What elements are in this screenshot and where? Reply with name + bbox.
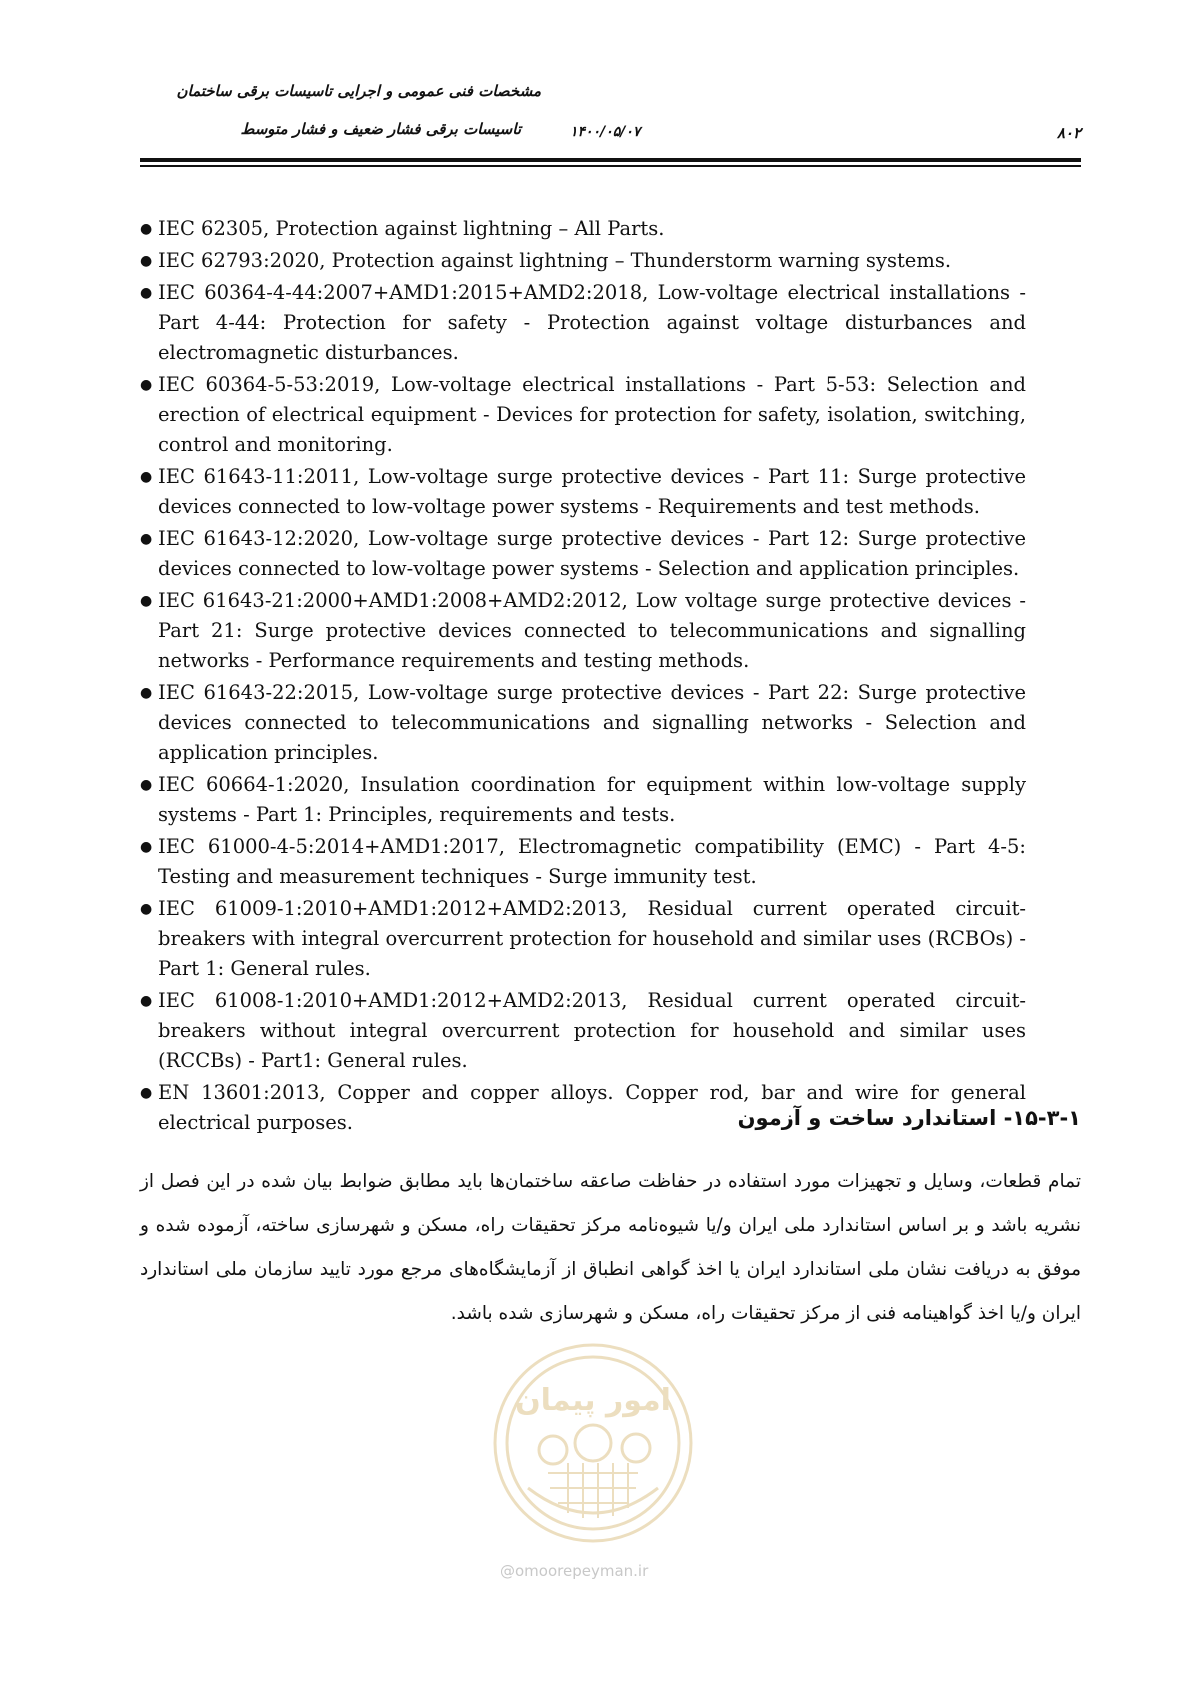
bullet-icon: ● — [140, 839, 153, 855]
reference-item: ● IEC 62793:2020, Protection against lightning – Thunderstorm warning systems. — [140, 246, 1026, 276]
reference-item: ● EN 13601:2013, Copper and copper alloys. Copper rod, bar and wire for general electrical purposes. — [140, 1078, 1026, 1138]
reference-item: ● IEC 61643-12:2020, Low-voltage surge protective devices - Part 12: Surge protective devices connected to low-voltage power systems - Selection and application principles. — [140, 524, 1026, 584]
section-heading: ۱۵-۳-۱- استاندارد ساخت و آزمون — [737, 1106, 1081, 1130]
bullet-icon: ● — [140, 993, 153, 1009]
bullet-icon: ● — [140, 1085, 153, 1101]
bullet-icon: ● — [140, 593, 153, 609]
reference-item: ● IEC 61643-22:2015, Low-voltage surge protective devices - Part 22: Surge protective devices connected to telecommunications and signalling networks - Selection and application principles. — [140, 678, 1026, 768]
bullet-icon: ● — [140, 531, 153, 547]
reference-item: ● IEC 60364-5-53:2019, Low-voltage electrical installations - Part 5-53: Selection and erection of electrical equipment - Devices for protection for safety, isolation, switching, control and monitoring. — [140, 370, 1026, 460]
reference-item: ● IEC 61000-4-5:2014+AMD1:2017, Electromagnetic compatibility (EMC) - Part 4-5: Testing and measurement techniques - Surge immunity test. — [140, 832, 1026, 892]
reference-item: ● IEC 60664-1:2020, Insulation coordination for equipment within low-voltage supply systems - Part 1: Principles, requirements and tests. — [140, 770, 1026, 830]
watermark-logo-text: امور پیمان — [515, 1383, 671, 1418]
bullet-icon: ● — [140, 469, 153, 485]
header-rule-thick — [140, 158, 1081, 162]
header-date: ۱۴۰۰/۰۵/۰۷ — [570, 124, 641, 140]
header-title: مشخصات فنی عمومی و اجرایی تاسیسات برقی ساختمان — [176, 82, 541, 100]
header-rule-thin — [140, 165, 1081, 167]
bullet-icon: ● — [140, 377, 153, 393]
bullet-icon: ● — [140, 901, 153, 917]
page-number: ۸۰۲ — [1056, 124, 1081, 142]
bullet-icon: ● — [140, 221, 153, 237]
bullet-icon: ● — [140, 777, 153, 793]
header-subtitle: تاسیسات برقی فشار ضعیف و فشار متوسط — [240, 120, 521, 138]
watermark-url: @omoorepeyman.ir — [500, 1562, 649, 1580]
bullet-icon: ● — [140, 285, 153, 301]
page-header — [140, 70, 1081, 170]
watermark-logo-icon — [488, 1338, 698, 1548]
reference-item: ● IEC 62305, Protection against lightning – All Parts. — [140, 214, 1026, 244]
reference-item: ● IEC 61008-1:2010+AMD1:2012+AMD2:2013, Residual current operated circuit-breakers without integral overcurrent protection for household and similar uses (RCCBs) - Part1: General rules. — [140, 986, 1026, 1076]
bullet-icon: ● — [140, 685, 153, 701]
reference-item: ● IEC 61643-11:2011, Low-voltage surge protective devices - Part 11: Surge protective devices connected to low-voltage power systems - Requirements and test methods. — [140, 462, 1026, 522]
section-body: تمام قطعات، وسایل و تجهیزات مورد استفاده در حفاظت صاعقه ساختمان‌ها باید مطابق ضوابط بیان شده در این فصل از نشریه باشد و بر اساس استاندارد ملی ایران و/یا شیوه‌نامه مرکز تحقیقات راه، مسکن و شهرسازی ساخته، آزموده شده و موفق به دریافت نشان ملی استاندارد ایران یا اخذ گواهی انطباق از آزمایشگاه‌های مرجع مورد تایید سازمان ملی استاندارد ایران و/یا اخذ گواهینامه فنی از مرکز تحقیقات راه، مسکن و شهرسازی شده باشد. — [140, 1171, 1081, 1324]
bullet-icon: ● — [140, 253, 153, 269]
reference-item: ● IEC 61643-21:2000+AMD1:2008+AMD2:2012, Low voltage surge protective devices - Part 21: Surge protective devices connected to telecommunications and signalling networks - Performance requirements and testing methods. — [140, 586, 1026, 676]
reference-item: ● IEC 60364-4-44:2007+AMD1:2015+AMD2:2018, Low-voltage electrical installations - Part 4-44: Protection for safety - Protection against voltage disturbances and electromagnetic disturbances. — [140, 278, 1026, 368]
reference-list — [140, 214, 1026, 1140]
reference-item: ● IEC 61009-1:2010+AMD1:2012+AMD2:2013, Residual current operated circuit-breakers with integral overcurrent protection for household and similar uses (RCBOs) - Part 1: General rules. — [140, 894, 1026, 984]
